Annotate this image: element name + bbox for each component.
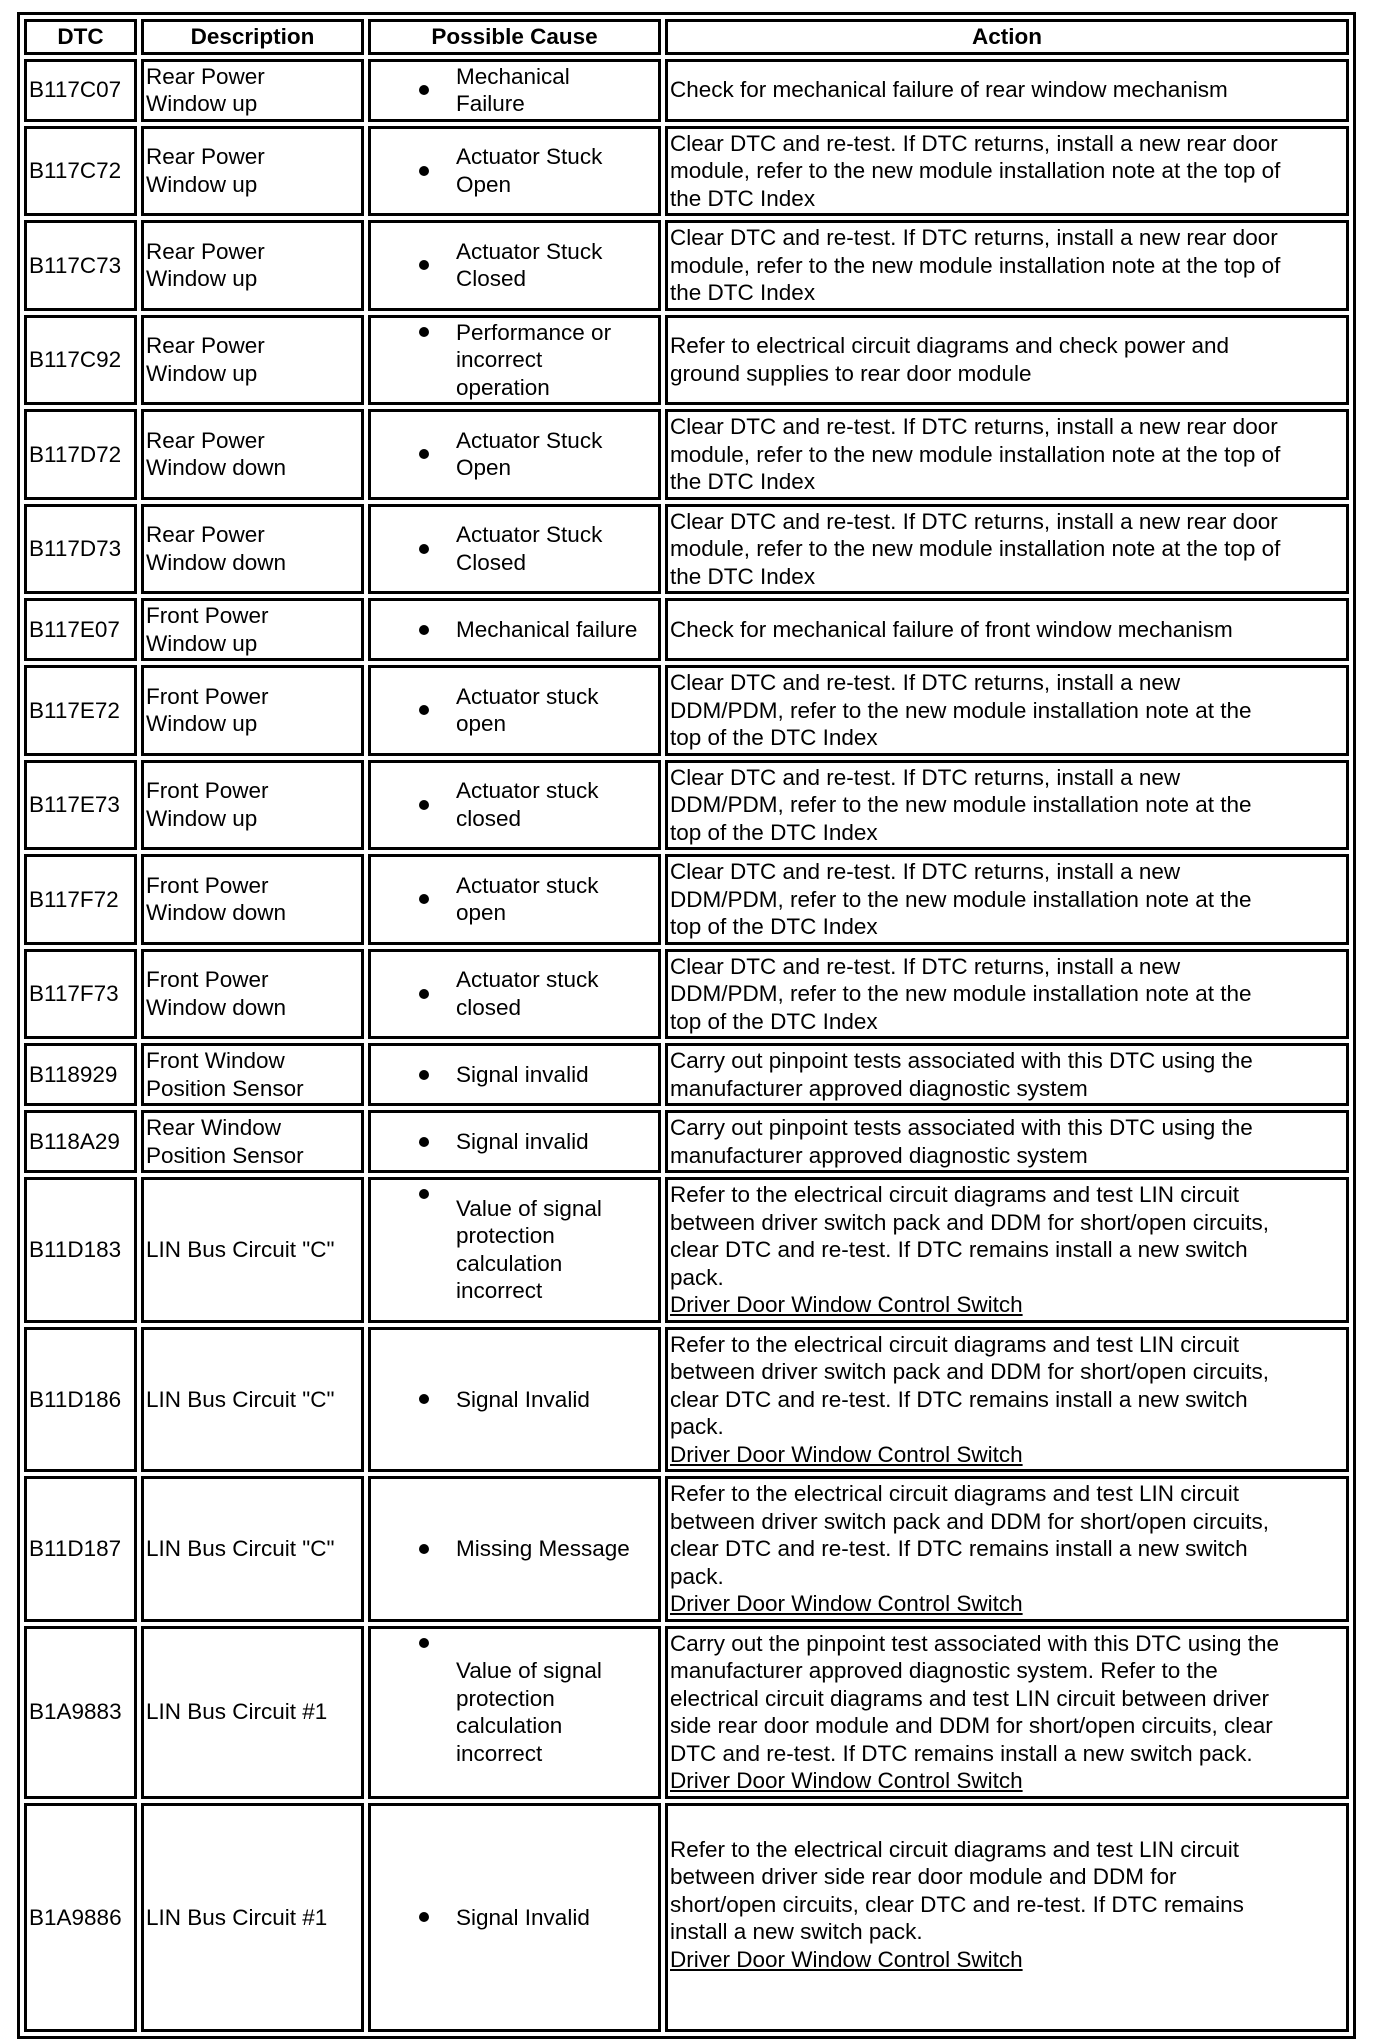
table-row xyxy=(24,504,1349,595)
action-line: top of the DTC Index xyxy=(670,819,878,845)
cause-line: open xyxy=(456,711,507,737)
action-line: Clear DTC and re-test. If DTC returns, install a new rear door xyxy=(670,225,1278,250)
action-line: Clear DTC and re-test. If DTC returns, install a new rear door xyxy=(670,508,1278,534)
action-line: Refer to the electrical circuit diagrams and test LIN circuit xyxy=(670,1182,1239,1207)
cause-line: incorrect xyxy=(456,1740,543,1766)
action xyxy=(665,760,1349,851)
description-line: Rear Power xyxy=(146,63,265,89)
action xyxy=(665,949,1349,1040)
bullet-icon xyxy=(419,894,429,904)
header-dtc: DTC xyxy=(24,19,137,55)
action-line: electrical circuit diagrams and test LIN circuit between driver xyxy=(670,1685,1269,1711)
possible-cause xyxy=(368,665,661,756)
description-line: Rear Power xyxy=(146,522,265,548)
possible-cause xyxy=(368,220,661,311)
description xyxy=(141,504,364,595)
bullet-icon xyxy=(419,260,429,270)
action xyxy=(665,126,1349,217)
action xyxy=(665,598,1349,661)
dtc-code: B11D183 xyxy=(24,1177,137,1323)
action-line: Refer to the electrical circuit diagrams and test LIN circuit xyxy=(670,1836,1239,1862)
action-line: ground supplies to rear door module xyxy=(670,360,1032,386)
action-line: between driver switch pack and DDM for short/open circuits, xyxy=(670,1359,1269,1384)
possible-cause xyxy=(368,1803,661,2033)
possible-cause xyxy=(368,315,661,406)
table-row xyxy=(24,665,1349,756)
description-line: Rear Power xyxy=(146,144,265,170)
table-row xyxy=(24,1476,1349,1622)
action-line: DDM/PDM, refer to the new module installation note at the xyxy=(670,981,1252,1006)
description-line: Window up xyxy=(146,91,258,116)
action-line: short/open circuits, clear DTC and re-test. If DTC remains xyxy=(670,1891,1244,1917)
table-row xyxy=(24,1327,1349,1473)
description-line: Window up xyxy=(146,630,258,656)
action-line: Check for mechanical failure of front window mechanism xyxy=(670,616,1233,642)
action-line: DDM/PDM, refer to the new module installation note at the xyxy=(670,886,1252,912)
dtc-code: B117D73 xyxy=(24,504,137,595)
bullet-icon xyxy=(419,449,429,459)
possible-cause xyxy=(368,1110,661,1173)
possible-cause xyxy=(368,1327,661,1473)
description-line: Window down xyxy=(146,455,287,481)
description-line: Position Sensor xyxy=(146,1075,304,1101)
action xyxy=(665,1476,1349,1622)
description-line: Front Power xyxy=(146,683,269,709)
action-line: Clear DTC and re-test. If DTC returns, install a new xyxy=(670,764,1181,790)
action-line: side rear door module and DDM for short/open circuits, clear xyxy=(670,1713,1273,1738)
description-line: Window up xyxy=(146,805,258,831)
description xyxy=(141,1803,364,2033)
possible-cause xyxy=(368,598,661,661)
action-line: manufacturer approved diagnostic system xyxy=(670,1142,1088,1168)
action-line: clear DTC and re-test. If DTC remains install a new switch xyxy=(670,1536,1248,1561)
action-line: DDM/PDM, refer to the new module installation note at the xyxy=(670,792,1252,817)
action-line: Carry out pinpoint tests associated with this DTC using the xyxy=(670,1115,1253,1140)
action-line: DTC and re-test. If DTC remains install a new switch pack. xyxy=(670,1740,1253,1766)
table-row xyxy=(24,854,1349,945)
action-line: top of the DTC Index xyxy=(670,1008,878,1034)
action-line: manufacturer approved diagnostic system xyxy=(670,1075,1088,1101)
dtc-code: B118929 xyxy=(24,1043,137,1106)
possible-cause xyxy=(368,1476,661,1622)
description xyxy=(141,409,364,500)
description-line: LIN Bus Circuit "C" xyxy=(146,1237,335,1262)
cause-line: calculation xyxy=(456,1713,563,1738)
description-line: LIN Bus Circuit "C" xyxy=(146,1386,335,1412)
action xyxy=(665,504,1349,595)
cause-line: Value of signal xyxy=(456,1195,602,1221)
cause-line: Failure xyxy=(456,91,525,116)
action-line: between driver switch pack and DDM for short/open circuits, xyxy=(670,1508,1269,1534)
possible-cause xyxy=(368,949,661,1040)
action-line: module, refer to the new module installation note at the top of xyxy=(670,441,1281,467)
description-line: LIN Bus Circuit "C" xyxy=(146,1536,335,1561)
bullet-icon xyxy=(419,1638,429,1648)
action-line: Clear DTC and re-test. If DTC returns, install a new rear door xyxy=(670,414,1278,439)
description xyxy=(141,1177,364,1323)
cause-line: Actuator Stuck xyxy=(456,522,603,548)
possible-cause xyxy=(368,854,661,945)
action-line: between driver side rear door module and DDM for xyxy=(670,1864,1177,1889)
table-row xyxy=(24,1043,1349,1106)
description-line: Rear Window xyxy=(146,1115,282,1140)
cause-line: Open xyxy=(456,171,512,197)
table-row xyxy=(24,1177,1349,1323)
description xyxy=(141,760,364,851)
action-line: top of the DTC Index xyxy=(670,725,878,750)
description-line: Window up xyxy=(146,171,258,197)
action xyxy=(665,1110,1349,1173)
description xyxy=(141,220,364,311)
cause-line: incorrect xyxy=(456,347,543,372)
cause-line: closed xyxy=(456,994,522,1020)
action-line: Clear DTC and re-test. If DTC returns, install a new rear door xyxy=(670,130,1278,156)
cause-line: incorrect xyxy=(456,1278,543,1304)
action-line: clear DTC and re-test. If DTC remains install a new switch xyxy=(670,1386,1248,1412)
possible-cause xyxy=(368,59,661,122)
cause-line: Actuator stuck xyxy=(456,967,599,993)
table-row xyxy=(24,220,1349,311)
action-line: between driver switch pack and DDM for short/open circuits, xyxy=(670,1209,1269,1235)
action xyxy=(665,409,1349,500)
description-line: Window down xyxy=(146,994,287,1020)
dtc-code: B1A9886 xyxy=(24,1803,137,2033)
description-line: Front Window xyxy=(146,1048,285,1073)
description xyxy=(141,126,364,217)
description-line: Position Sensor xyxy=(146,1142,304,1168)
action-line: module, refer to the new module installation note at the top of xyxy=(670,252,1281,278)
dtc-code: B117C72 xyxy=(24,126,137,217)
action xyxy=(665,315,1349,406)
action-line: pack. xyxy=(670,1563,724,1589)
bullet-icon xyxy=(419,625,429,635)
description-line: Front Power xyxy=(146,603,269,628)
header-possible-cause: Possible Cause xyxy=(368,19,661,55)
bullet-icon xyxy=(419,85,429,95)
action xyxy=(665,220,1349,311)
cause-line: operation xyxy=(456,374,550,400)
action-line: module, refer to the new module installation note at the top of xyxy=(670,536,1281,561)
cause-line: closed xyxy=(456,805,522,831)
cause-line: Value of signal xyxy=(456,1658,602,1683)
description-line: Window down xyxy=(146,900,287,926)
bullet-icon xyxy=(419,1137,429,1147)
dtc-code: B118A29 xyxy=(24,1110,137,1173)
description-line: Window up xyxy=(146,711,258,737)
description-line: Front Power xyxy=(146,967,269,993)
description xyxy=(141,59,364,122)
action xyxy=(665,59,1349,122)
action xyxy=(665,1626,1349,1799)
action-line: clear DTC and re-test. If DTC remains install a new switch xyxy=(670,1237,1248,1262)
cause-line: calculation xyxy=(456,1250,563,1276)
action-line: DDM/PDM, refer to the new module installation note at the xyxy=(670,697,1252,723)
action-line: Carry out the pinpoint test associated with this DTC using the xyxy=(670,1630,1280,1656)
cause-line: Actuator stuck xyxy=(456,683,599,709)
possible-cause xyxy=(368,760,661,851)
bullet-icon xyxy=(419,1070,429,1080)
table-row xyxy=(24,126,1349,217)
bullet-icon xyxy=(419,327,429,337)
bullet-icon xyxy=(419,166,429,176)
action-line: the DTC Index xyxy=(670,563,816,589)
dtc-code: B11D186 xyxy=(24,1327,137,1473)
table-row xyxy=(24,598,1349,661)
action-line: module, refer to the new module installation note at the top of xyxy=(670,158,1281,183)
description-line: Rear Power xyxy=(146,238,265,264)
action-line: manufacturer approved diagnostic system. Refer to the xyxy=(670,1658,1218,1683)
table-row xyxy=(24,1110,1349,1173)
possible-cause xyxy=(368,409,661,500)
dtc-code: B117C73 xyxy=(24,220,137,311)
action-line: the DTC Index xyxy=(670,280,816,305)
action-line: top of the DTC Index xyxy=(670,914,878,939)
driver-door-window-control-switch-link[interactable]: Driver Door Window Control Switch xyxy=(670,1768,1023,1793)
cause-line: Actuator Stuck xyxy=(456,144,603,170)
table-header-row xyxy=(24,19,1349,55)
description xyxy=(141,949,364,1040)
bullet-icon xyxy=(419,1394,429,1404)
description-line: LIN Bus Circuit #1 xyxy=(146,1904,328,1930)
action-line: Check for mechanical failure of rear window mechanism xyxy=(670,77,1228,103)
cause-line: Signal Invalid xyxy=(456,1904,590,1930)
cause-line: Performance or xyxy=(456,319,612,345)
cause-line: Signal Invalid xyxy=(456,1386,590,1412)
bullet-icon xyxy=(419,544,429,554)
dtc-code: B117C92 xyxy=(24,315,137,406)
dtc-code: B11D187 xyxy=(24,1476,137,1622)
action-line: install a new switch pack. xyxy=(670,1919,923,1944)
action-line: pack. xyxy=(670,1264,724,1290)
action xyxy=(665,1043,1349,1106)
description xyxy=(141,598,364,661)
table-row xyxy=(24,1626,1349,1799)
description-line: Rear Power xyxy=(146,427,265,453)
description-line: Window up xyxy=(146,266,258,292)
cause-line: Actuator stuck xyxy=(456,778,599,804)
cause-line: Signal invalid xyxy=(456,1061,589,1087)
table-row xyxy=(24,1803,1349,2033)
action-line: Refer to the electrical circuit diagrams and test LIN circuit xyxy=(670,1481,1239,1506)
description xyxy=(141,665,364,756)
description xyxy=(141,315,364,406)
cause-line: open xyxy=(456,900,507,926)
dtc-code: B117E07 xyxy=(24,598,137,661)
cause-line: Signal invalid xyxy=(456,1128,589,1154)
dtc-code: B117E72 xyxy=(24,665,137,756)
cause-line: protection xyxy=(456,1685,555,1711)
dtc-code: B117F73 xyxy=(24,949,137,1040)
action xyxy=(665,1327,1349,1473)
description xyxy=(141,1110,364,1173)
cause-line: Open xyxy=(456,455,512,481)
dtc-table-container xyxy=(17,12,1355,1972)
action xyxy=(665,1803,1349,2033)
table-row xyxy=(24,760,1349,851)
action-line: the DTC Index xyxy=(670,185,816,211)
cause-line: Actuator Stuck xyxy=(456,238,603,264)
driver-door-window-control-switch-link[interactable]: Driver Door Window Control Switch xyxy=(670,1441,1023,1467)
action-line: Clear DTC and re-test. If DTC returns, install a new xyxy=(670,859,1181,884)
possible-cause xyxy=(368,1626,661,1799)
bullet-icon xyxy=(419,1189,429,1199)
description-line: Window down xyxy=(146,549,287,575)
bullet-icon xyxy=(419,1912,429,1922)
dtc-table xyxy=(17,12,1356,2039)
cause-line: Mechanical failure xyxy=(456,616,638,642)
dtc-code: B117D72 xyxy=(24,409,137,500)
bullet-icon xyxy=(419,705,429,715)
possible-cause xyxy=(368,1043,661,1106)
description xyxy=(141,1476,364,1622)
action-line: the DTC Index xyxy=(670,469,816,494)
cause-line: Actuator Stuck xyxy=(456,427,603,453)
table-row xyxy=(24,59,1349,122)
possible-cause xyxy=(368,504,661,595)
driver-door-window-control-switch-link[interactable]: Driver Door Window Control Switch xyxy=(670,1292,1023,1317)
description-line: Front Power xyxy=(146,778,269,804)
driver-door-window-control-switch-link[interactable]: Driver Door Window Control Switch xyxy=(670,1591,1023,1616)
dtc-code: B117E73 xyxy=(24,760,137,851)
dtc-code: B1A9883 xyxy=(24,1626,137,1799)
table-row xyxy=(24,409,1349,500)
cause-line: Closed xyxy=(456,266,527,292)
cause-line: protection xyxy=(456,1223,555,1249)
cause-line: Actuator stuck xyxy=(456,872,599,898)
possible-cause xyxy=(368,126,661,217)
description-line: Rear Power xyxy=(146,333,265,359)
description xyxy=(141,1043,364,1106)
cause-line: Mechanical xyxy=(456,63,570,89)
cause-line: Closed xyxy=(456,549,527,575)
table-row xyxy=(24,949,1349,1040)
description-line: LIN Bus Circuit #1 xyxy=(146,1699,328,1725)
header-description: Description xyxy=(141,19,364,55)
action-line: pack. xyxy=(670,1414,724,1439)
action-line: Clear DTC and re-test. If DTC returns, install a new xyxy=(670,670,1181,695)
bullet-icon xyxy=(419,1544,429,1554)
action-line: Refer to the electrical circuit diagrams and test LIN circuit xyxy=(670,1331,1239,1357)
possible-cause xyxy=(368,1177,661,1323)
cause-line: Missing Message xyxy=(456,1536,630,1561)
dtc-code: B117F72 xyxy=(24,854,137,945)
action xyxy=(665,665,1349,756)
description xyxy=(141,1327,364,1473)
dtc-code: B117C07 xyxy=(24,59,137,122)
header-action: Action xyxy=(665,19,1349,55)
action-line: Carry out pinpoint tests associated with this DTC using the xyxy=(670,1048,1253,1073)
description-line: Window up xyxy=(146,360,258,386)
action-line: Clear DTC and re-test. If DTC returns, install a new xyxy=(670,953,1181,979)
action xyxy=(665,854,1349,945)
description-line: Front Power xyxy=(146,872,269,898)
action-line: Refer to electrical circuit diagrams and check power and xyxy=(670,333,1230,359)
table-row xyxy=(24,315,1349,406)
driver-door-window-control-switch-link[interactable]: Driver Door Window Control Switch xyxy=(670,1946,1023,1972)
description xyxy=(141,854,364,945)
description xyxy=(141,1626,364,1799)
action xyxy=(665,1177,1349,1323)
bullet-icon xyxy=(419,989,429,999)
bullet-icon xyxy=(419,800,429,810)
